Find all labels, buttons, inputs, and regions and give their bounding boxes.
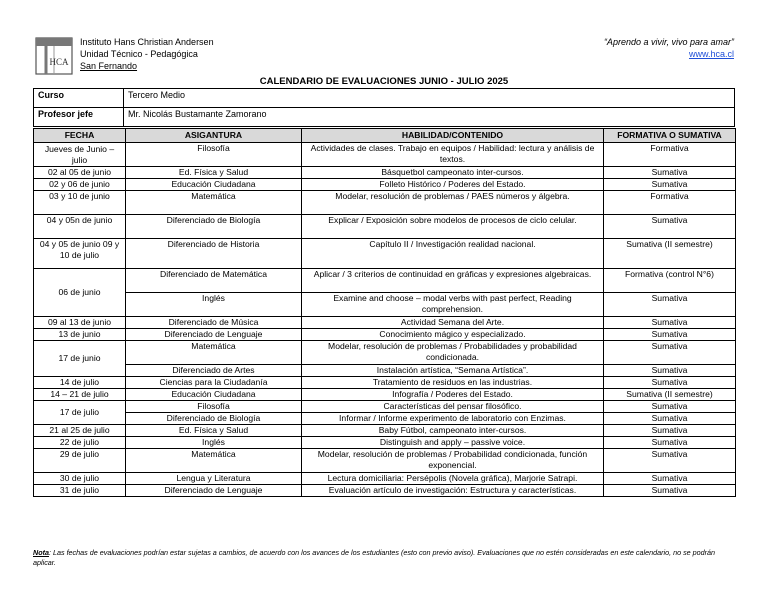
date-cell: 03 y 10 de junio bbox=[34, 191, 126, 215]
subject-cell: Diferenciado de Artes bbox=[126, 365, 302, 377]
content-cell: Examine and choose – modal verbs with past perfect, Reading comprehension. bbox=[302, 293, 604, 317]
table-row bbox=[34, 215, 736, 239]
column-header-asignatura: ASIGANTURA bbox=[126, 129, 302, 143]
subject-cell: Inglés bbox=[126, 293, 302, 317]
date-cell: 04 y 05n de junio bbox=[34, 215, 126, 239]
date-cell: 22 de julio bbox=[34, 437, 126, 449]
date-cell: 17 de julio bbox=[34, 401, 126, 425]
column-header-tipo: FORMATIVA O SUMATIVA bbox=[604, 129, 736, 143]
content-cell: Informar / Informe experimento de laboratorio con Enzimas. bbox=[302, 413, 604, 425]
date-cell: Jueves de Junio – julio bbox=[34, 143, 126, 167]
subject-cell: Diferenciado de Biología bbox=[126, 413, 302, 425]
course-value: Tercero Medio bbox=[124, 89, 735, 108]
content-cell: Lectura domiciliaria: Persépolis (Novela gráfica), Marjorie Satrapi. bbox=[302, 473, 604, 485]
type-cell: Sumativa bbox=[604, 215, 736, 239]
website-link[interactable]: www.hca.cl bbox=[688, 49, 734, 59]
subject-cell: Filosofía bbox=[126, 401, 302, 413]
subject-cell: Lengua y Literatura bbox=[126, 473, 302, 485]
type-cell: Sumativa bbox=[604, 437, 736, 449]
date-cell: 14 de julio bbox=[34, 377, 126, 389]
content-cell: Modelar, resolución de problemas / PAES números y álgebra. bbox=[302, 191, 604, 215]
table-row bbox=[34, 341, 736, 365]
type-cell: Sumativa bbox=[604, 473, 736, 485]
subject-cell: Diferenciado de Lenguaje bbox=[126, 329, 302, 341]
table-row bbox=[34, 401, 736, 413]
teacher-label: Profesor jefe bbox=[34, 108, 124, 127]
note-label: Nota bbox=[33, 548, 49, 557]
table-row bbox=[34, 413, 736, 425]
date-cell: 04 y 05 de junio 09 y 10 de julio bbox=[34, 239, 126, 269]
course-row bbox=[34, 89, 735, 108]
date-cell: 02 y 06 de junio bbox=[34, 179, 126, 191]
table-header-row bbox=[34, 129, 736, 143]
table-row bbox=[34, 317, 736, 329]
content-cell: Conocimiento mágico y especializado. bbox=[302, 329, 604, 341]
content-cell: Baby Fútbol, campeonato inter-cursos. bbox=[302, 425, 604, 437]
table-row bbox=[34, 473, 736, 485]
subject-cell: Matemática bbox=[126, 449, 302, 473]
type-cell: Sumativa bbox=[604, 425, 736, 437]
subject-cell: Ed. Física y Salud bbox=[126, 425, 302, 437]
table-row bbox=[34, 239, 736, 269]
content-cell: Aplicar / 3 criterios de continuidad en gráficas y expresiones algebraicas. bbox=[302, 269, 604, 293]
type-cell: Sumativa bbox=[604, 317, 736, 329]
type-cell: Sumativa bbox=[604, 449, 736, 473]
subject-cell: Matemática bbox=[126, 191, 302, 215]
type-cell: Sumativa bbox=[604, 365, 736, 377]
subject-cell: Diferenciado de Música bbox=[126, 317, 302, 329]
content-cell: Infografía / Poderes del Estado. bbox=[302, 389, 604, 401]
column-header-contenido: HABILIDAD/CONTENIDO bbox=[302, 129, 604, 143]
school-info bbox=[80, 36, 214, 72]
teacher-row bbox=[34, 108, 735, 127]
footnote bbox=[33, 548, 737, 568]
type-cell: Sumativa bbox=[604, 413, 736, 425]
date-cell: 31 de julio bbox=[34, 485, 126, 497]
type-cell: Sumativa bbox=[604, 485, 736, 497]
type-cell: Sumativa bbox=[604, 329, 736, 341]
teacher-value: Mr. Nicolás Bustamante Zamorano bbox=[124, 108, 735, 127]
content-cell: Tratamiento de residuos en las industrias. bbox=[302, 377, 604, 389]
date-cell: 17 de junio bbox=[34, 341, 126, 377]
content-cell: Actividad Semana del Arte. bbox=[302, 317, 604, 329]
table-row bbox=[34, 365, 736, 377]
table-row bbox=[34, 425, 736, 437]
type-cell: Sumativa bbox=[604, 293, 736, 317]
note-text: : Las fechas de evaluaciones podrían estar sujetas a cambios, de acuerdo con los avances de los estudiantes (esto con previo aviso). Evaluaciones que no estén consideradas en este calendario, no se podrán aplicar. bbox=[33, 548, 716, 567]
type-cell: Sumativa bbox=[604, 401, 736, 413]
school-motto: “Aprendo a vivir, vivo para amar” bbox=[603, 37, 734, 47]
subject-cell: Ciencias para la Ciudadanía bbox=[126, 377, 302, 389]
content-cell: Características del pensar filosófico. bbox=[302, 401, 604, 413]
content-cell: Modelar, resolución de problemas / Probabilidad condicionada, función exponencial. bbox=[302, 449, 604, 473]
table-row bbox=[34, 191, 736, 215]
type-cell: Sumativa bbox=[604, 179, 736, 191]
school-name: Instituto Hans Christian Andersen bbox=[80, 37, 214, 47]
type-cell: Sumativa bbox=[604, 341, 736, 365]
table-row bbox=[34, 389, 736, 401]
content-cell: Capítulo II / Investigación realidad nacional. bbox=[302, 239, 604, 269]
table-row bbox=[34, 449, 736, 473]
type-cell: Formativa bbox=[604, 191, 736, 215]
subject-cell: Educación Ciudadana bbox=[126, 179, 302, 191]
type-cell: Formativa (control N°6) bbox=[604, 269, 736, 293]
school-city: San Fernando bbox=[80, 61, 138, 71]
type-cell: Formativa bbox=[604, 143, 736, 167]
column-header-fecha: FECHA bbox=[34, 129, 126, 143]
date-cell: 21 al 25 de julio bbox=[34, 425, 126, 437]
document-header bbox=[34, 36, 734, 76]
content-cell: Distinguish and apply – passive voice. bbox=[302, 437, 604, 449]
school-crest-icon bbox=[34, 36, 74, 76]
date-cell: 02 al 05 de junio bbox=[34, 167, 126, 179]
evaluation-calendar-table bbox=[33, 128, 736, 497]
table-row bbox=[34, 329, 736, 341]
motto-block bbox=[604, 36, 734, 60]
type-cell: Sumativa bbox=[604, 167, 736, 179]
subject-cell: Filosofía bbox=[126, 143, 302, 167]
table-row bbox=[34, 293, 736, 317]
type-cell: Sumativa (II semestre) bbox=[604, 389, 736, 401]
date-cell: 09 al 13 de junio bbox=[34, 317, 126, 329]
logo-text: HCA bbox=[49, 57, 69, 67]
type-cell: Sumativa (II semestre) bbox=[604, 239, 736, 269]
date-cell: 14 – 21 de julio bbox=[34, 389, 126, 401]
table-row bbox=[34, 437, 736, 449]
content-cell: Instalación artística, “Semana Artística”. bbox=[302, 365, 604, 377]
subject-cell: Matemática bbox=[126, 341, 302, 365]
date-cell: 30 de julio bbox=[34, 473, 126, 485]
school-unit: Unidad Técnico - Pedagógica bbox=[80, 49, 198, 59]
table-row bbox=[34, 143, 736, 167]
type-cell: Sumativa bbox=[604, 377, 736, 389]
subject-cell: Ed. Física y Salud bbox=[126, 167, 302, 179]
content-cell: Evaluación artículo de investigación: Estructura y características. bbox=[302, 485, 604, 497]
subject-cell: Inglés bbox=[126, 437, 302, 449]
table-row bbox=[34, 485, 736, 497]
content-cell: Folleto Histórico / Poderes del Estado. bbox=[302, 179, 604, 191]
document-title: CALENDARIO DE EVALUACIONES JUNIO - JULIO 2025 bbox=[259, 76, 509, 87]
subject-cell: Diferenciado de Lenguaje bbox=[126, 485, 302, 497]
table-row bbox=[34, 167, 736, 179]
subject-cell: Diferenciado de Matemática bbox=[126, 269, 302, 293]
date-cell: 06 de junio bbox=[34, 269, 126, 317]
content-cell: Básquetbol campeonato inter-cursos. bbox=[302, 167, 604, 179]
table-row bbox=[34, 269, 736, 293]
subject-cell: Diferenciado de Historia bbox=[126, 239, 302, 269]
subject-cell: Diferenciado de Biología bbox=[126, 215, 302, 239]
subject-cell: Educación Ciudadana bbox=[126, 389, 302, 401]
content-cell: Modelar, resolución de problemas / Probabilidades y probabilidad condicionada. bbox=[302, 341, 604, 365]
course-label: Curso bbox=[34, 89, 124, 108]
content-cell: Actividades de clases. Trabajo en equipos / Habilidad: lectura y análisis de textos. bbox=[302, 143, 604, 167]
course-info-table bbox=[33, 88, 735, 127]
date-cell: 29 de julio bbox=[34, 449, 126, 473]
content-cell: Explicar / Exposición sobre modelos de procesos de ciclo celular. bbox=[302, 215, 604, 239]
date-cell: 13 de junio bbox=[34, 329, 126, 341]
table-row bbox=[34, 377, 736, 389]
table-row bbox=[34, 179, 736, 191]
